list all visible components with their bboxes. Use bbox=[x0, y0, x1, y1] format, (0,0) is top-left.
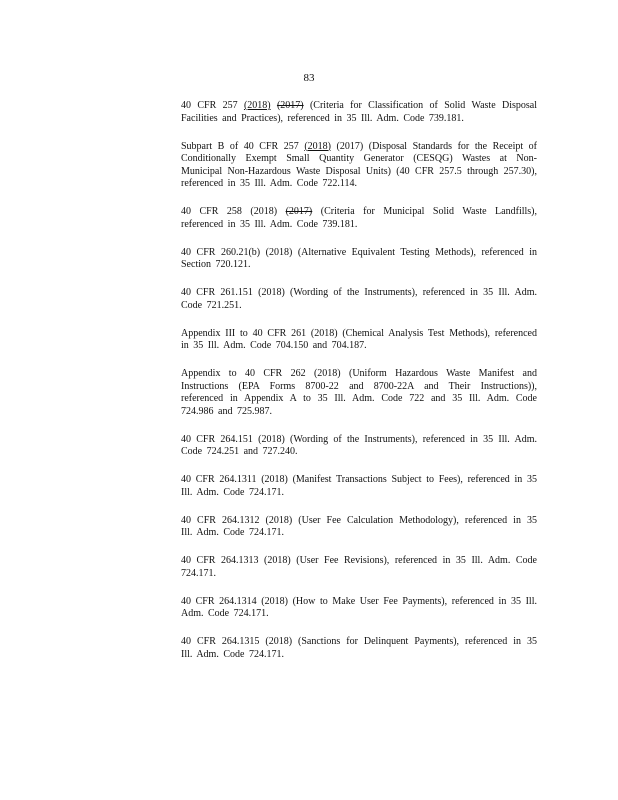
reference-entry: 40 CFR 264.1315 (2018) (Sanctions for Delinquent Payments), referenced in 35 Ill. Adm. Code 724.171. bbox=[181, 636, 537, 660]
reference-entry: 40 CFR 260.21(b) (2018) (Alternative Equivalent Testing Methods), referenced in Section 720.121. bbox=[181, 246, 537, 270]
inserted-text: (2018) bbox=[304, 140, 331, 152]
reference-entry: 40 CFR 261.151 (2018) (Wording of the Instruments), referenced in 35 Ill. Adm. Code 721.251. bbox=[181, 287, 537, 311]
reference-entry: 40 CFR 264.151 (2018) (Wording of the Instruments), referenced in 35 Ill. Adm. Code 724.251 and 727.240. bbox=[181, 433, 537, 457]
reference-entry: Appendix III to 40 CFR 261 (2018) (Chemical Analysis Test Methods), referenced in 35 Ill. Adm. Code 704.150 and 704.187. bbox=[181, 327, 537, 351]
reference-entry: 40 CFR 258 (2018) (2017) (Criteria for Municipal Solid Waste Landfills), referenced in 35 Ill. Adm. Code 739.181. bbox=[181, 206, 537, 230]
page-number: 83 bbox=[303, 72, 315, 84]
deleted-text: (2017) bbox=[276, 100, 304, 111]
reference-entry: 40 CFR 264.1314 (2018) (How to Make User Fee Payments), referenced in 35 Ill. Adm. Code 724.171. bbox=[181, 595, 537, 619]
reference-entry: 40 CFR 264.1312 (2018) (User Fee Calculation Methodology), referenced in 35 Ill. Adm. Code 724.171. bbox=[181, 514, 537, 538]
deleted-text: (2017) bbox=[285, 206, 313, 217]
reference-entry: Appendix to 40 CFR 262 (2018) (Uniform Hazardous Waste Manifest and Instructions (EPA Forms 8700-22 and 8700-22A and Their Instructions)), referenced in Appendix A to 35 Ill. Adm. Code 722 and 35 Ill. Adm. Code 724.986 and 725.987. bbox=[181, 368, 537, 417]
reference-entry: 40 CFR 264.1311 (2018) (Manifest Transactions Subject to Fees), referenced in 35 Ill. Adm. Code 724.171. bbox=[181, 474, 537, 498]
reference-entry: 40 CFR 257 (2018) (2017) (Criteria for Classification of Solid Waste Disposal Facilities and Practices), referenced in 35 Ill. Adm. Code 739.181. bbox=[181, 100, 537, 124]
reference-list bbox=[181, 100, 537, 677]
reference-entry: 40 CFR 264.1313 (2018) (User Fee Revisions), referenced in 35 Ill. Adm. Code 724.171. bbox=[181, 555, 537, 579]
reference-entry: Subpart B of 40 CFR 257 (2018) (2017) (Disposal Standards for the Receipt of Conditionally Exempt Small Quantity Generator (CESQG) Wastes at Non-Municipal Non-Hazardous Waste Disposal Units) (40 CFR 257.5 through 257.30), referenced in 35 Ill. Adm. Code 722.114. bbox=[181, 140, 537, 189]
inserted-text: (2018) bbox=[243, 100, 271, 111]
